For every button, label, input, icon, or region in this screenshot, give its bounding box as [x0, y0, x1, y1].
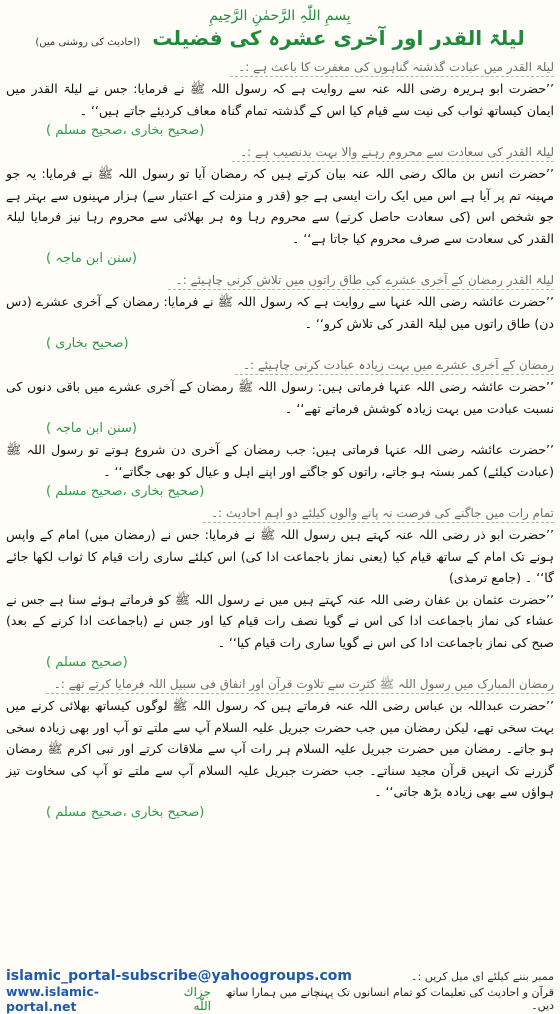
hadith-reference: (صحیح بخاری ،صحیح مسلم )	[46, 804, 205, 820]
hadith-reference: (صحیح بخاری ،صحیح مسلم )	[46, 123, 205, 138]
hadith-reference: (صحیح بخاری ،صحیح مسلم )	[46, 484, 205, 499]
title-note: (احادیث کی روشنی میں)	[35, 37, 141, 48]
hadith-reference: (سنن ابن ماجہ )	[46, 421, 137, 436]
section-heading: لیلۃ القدر میں عبادت گذشتہ گناہوں کی مغفرت کا باعث ہے :۔	[230, 58, 554, 77]
title-row	[6, 26, 554, 56]
section-heading: لیلۃ القدر رمضان کے آخری عشرے کی طاق راتوں میں تلاش کرنی چاہیئے :۔	[168, 271, 554, 290]
section-heading: رمضان المبارک میں رسول اللہ ﷺ کثرت سے تلاوت قرآن اور انفاق فی سبیل اللہ فرمایا کرتے تھے :۔	[46, 675, 554, 694]
section-5	[6, 502, 554, 673]
bismillah: بِسمِ اللّٰہِ الرَّحمٰنِ الرَّحِیمِ	[209, 8, 351, 24]
page-title: لیلۃ القدر اور آخری عشرہ کی فضیلت	[152, 26, 525, 50]
hadith-text: ’’حضرت عثمان بن عفان رضی اللہ عنہ کہتے ہیں میں نے رسول اللہ ﷺ کو فرماتے ہوئے سنا ہے جس نے عشاء کی نماز باجماعت ادا کی اس نے گویا نصف رات قیام کیا اور جس نے (باجماعت ادا کرنے کے بعد) صبح کی نماز باجماعت ادا کی اس نے گویا ساری رات قیام کیا‘‘ ۔	[6, 591, 554, 650]
hadith-text: ’’حضرت ابو ذر رضی اللہ عنہ کہتے ہیں رسول اللہ ﷺ نے فرمایا: جس نے (رمضان میں) امام کے واپس ہونے تک امام کے ساتھ قیام کیا (یعنی نماز باجماعت ادا کی) اس کیلئے ساری رات قیام کا ثواب لکھا جائے گا‘‘ ۔ (جامع ترمذی)	[6, 527, 554, 585]
subscribe-text: ممبر بننے کیلئے ای میل کریں :۔	[411, 969, 554, 983]
hadith-text: ’’حضرت عائشہ رضی اللہ عنہا سے روایت ہے کہ رسول اللہ ﷺ نے فرمایا: رمضان کے آخری عشرے (دس دن) طاق راتوں میں لیلۃ القدر کی تلاش کرو‘‘ ۔	[6, 294, 554, 331]
section-heading: تمام رات میں جاگنے کی فرصت نہ پانے والوں کیلئے دو اہم احادیث :۔	[203, 504, 554, 523]
hadith-reference: (سنن ابن ماجہ )	[46, 251, 137, 266]
section-2	[6, 141, 554, 269]
subscribe-email-link[interactable]: islamic_portal-subscribe@yahoogroups.com	[6, 968, 352, 984]
section-3	[6, 269, 554, 354]
hadith-text: ’’حضرت ابو ہریرہ رضی اللہ عنہ سے روایت ہے کہ رسول اللہ ﷺ نے فرمایا: جس نے لیلۃ القدر میں ایمان کیساتھ ثواب کی نیت سے قیام کیا اس کے گذشتہ تمام گناہ معاف کردیئے جاتے ہیں‘‘ ۔	[6, 81, 554, 118]
hadith-text: ’’حضرت عائشہ رضی اللہ عنہا فرماتی ہیں: جب رمضان کے آخری دن شروع ہوتے تو رسول اللہ ﷺ (عبادت کیلئے) کمر بستہ ہو جاتے، راتوں کو جاگتے اور اپنے اہل و عیال کو بھی جگاتے‘‘ ۔	[6, 442, 554, 479]
hadith-text: ’’حضرت عائشہ رضی اللہ عنہا فرماتی ہیں: رسول اللہ ﷺ رمضان کے آخری عشرے میں باقی دنوں کی نسبت عبادت میں بہت زیادہ کوشش فرماتے تھے‘‘ ۔	[6, 379, 554, 416]
mission-text: قرآن و احادیث کی تعلیمات کو تمام انسانوں تک پہنچانے میں ہمارا ساتھ دیں۔	[225, 986, 554, 1012]
section-heading: لیلۃ القدر کی سعادت سے محروم رہنے والا بہت بدنصیب ہے :۔	[232, 143, 554, 162]
website-row	[6, 984, 554, 1014]
section-4	[6, 354, 554, 502]
hadith-reference: (صحیح مسلم )	[46, 655, 128, 670]
footer	[6, 964, 554, 1014]
hadith-reference: (صحیح بخاری )	[46, 336, 129, 351]
hadith-text: ’’حضرت انس بن مالک رضی اللہ عنہ بیان کرتے ہیں کہ رمضان آیا تو رسول اللہ ﷺ نے فرمایا: یہ جو مہینہ تم پر آیا ہے اس میں ایک رات ایسی ہے جو (قدر و منزلت کے اعتبار سے) ہزار مہینوں سے بہتر ہے جو شخص اس (کی سعادت حاصل کرنے) سے محروم رہا وہ ہر بھلائی سے محروم رہا نیز فرمایا لیلۃ القدر کی سعادت سے صرف محروم کیا جاتا ہے‘‘ ۔	[6, 166, 554, 246]
section-1	[6, 56, 554, 141]
section-heading: رمضان کے آخری عشرے میں بہت زیادہ عبادت کرنی چاہیئے :۔	[235, 356, 554, 375]
website-link[interactable]: www.islamic-portal.net	[6, 984, 99, 1014]
jazak-text: جزاك اللّٰه	[183, 985, 211, 1013]
section-6	[6, 673, 554, 823]
hadith-text: ’’حضرت عبداللہ بن عباس رضی اللہ عنہ فرماتے ہیں کہ رسول اللہ ﷺ لوگوں کیساتھ بھلائی کرنے میں بہت سخی تھے، لیکن رمضان میں جب حضرت جبریل علیہ السلام آپ سے ملتے تو آپ اور بھی زیادہ سخی ہو جاتے۔ رمضان میں حضرت جبریل علیہ السلام ہر رات آپ سے ملاقات کرتے اور نبی اکرم ﷺ رمضان گزرنے تک انہیں قرآن مجید سناتے۔ جب حضرت جبریل علیہ السلام آپ سے ملتے تو آپ کی سخاوت تیز ہواؤں سے بھی زیادہ بڑھ جاتی‘‘ ۔	[6, 698, 554, 799]
